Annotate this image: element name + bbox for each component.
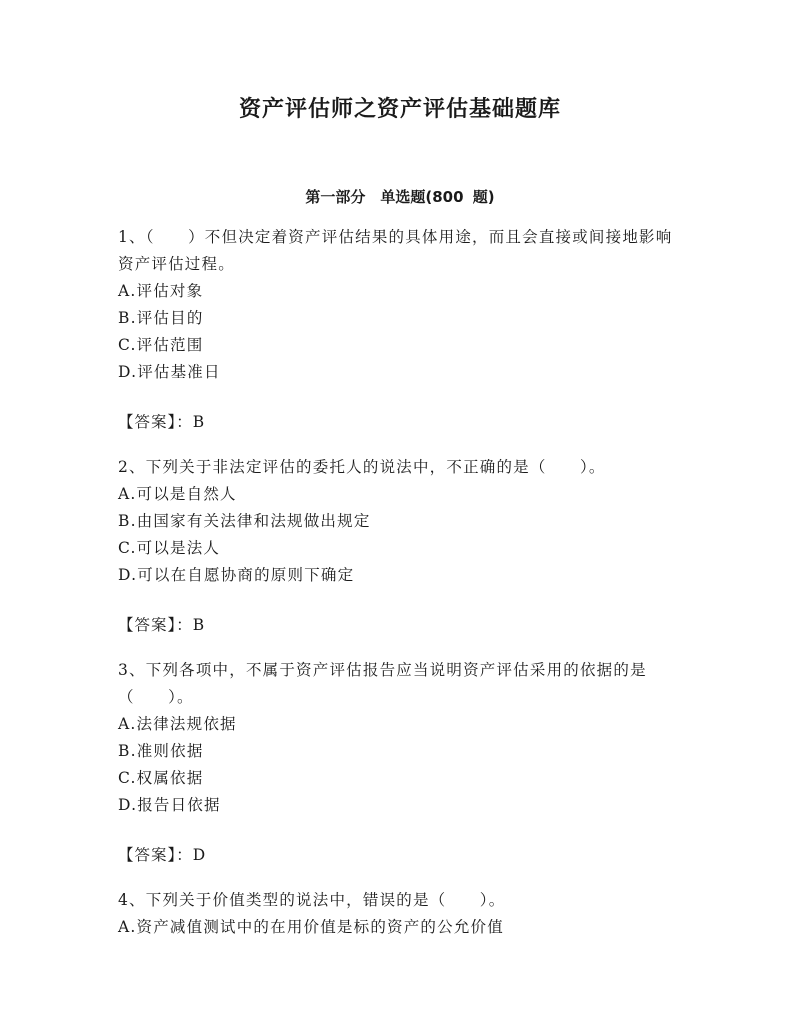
question-stem: 1、（ ）不但决定着资产评估结果的具体用途，而且会直接或间接地影响资产评估过程。 [118, 228, 673, 273]
question-stem: 4、下列关于价值类型的说法中，错误的是（ ）。 [118, 891, 506, 909]
question-option: C.权属依据 [118, 769, 204, 787]
question-option: C.评估范围 [118, 336, 204, 354]
question-2 [118, 454, 678, 639]
question-option: A.法律法规依据 [118, 715, 237, 733]
section-title: 第一部分 单选题(800 题) [305, 188, 495, 206]
question-option: A.资产减值测试中的在用价值是标的资产的公允价值 [118, 918, 504, 936]
question-answer: 【答案】：B [118, 616, 206, 634]
question-option: B.由国家有关法律和法规做出规定 [118, 512, 371, 530]
document-title: 资产评估师之资产评估基础题库 [238, 97, 561, 122]
question-option: B.准则依据 [118, 742, 204, 760]
question-1 [118, 224, 678, 436]
question-option: D.评估基准日 [118, 363, 221, 381]
question-option: D.可以在自愿协商的原则下确定 [118, 566, 355, 584]
question-option: A.评估对象 [118, 282, 204, 300]
question-stem: 3、下列各项中，不属于资产评估报告应当说明资产评估采用的依据的是（ ）。 [118, 661, 647, 706]
question-option: A.可以是自然人 [118, 485, 237, 503]
question-option: C.可以是法人 [118, 539, 221, 557]
question-option: B.评估目的 [118, 309, 204, 327]
question-answer: 【答案】：D [118, 846, 207, 864]
question-list [118, 224, 678, 941]
question-4 [118, 887, 678, 941]
question-stem: 2、下列关于非法定评估的委托人的说法中，不正确的是（ ）。 [118, 458, 606, 476]
question-option: D.报告日依据 [118, 796, 221, 814]
question-3 [118, 657, 678, 869]
question-answer: 【答案】：B [118, 413, 206, 431]
